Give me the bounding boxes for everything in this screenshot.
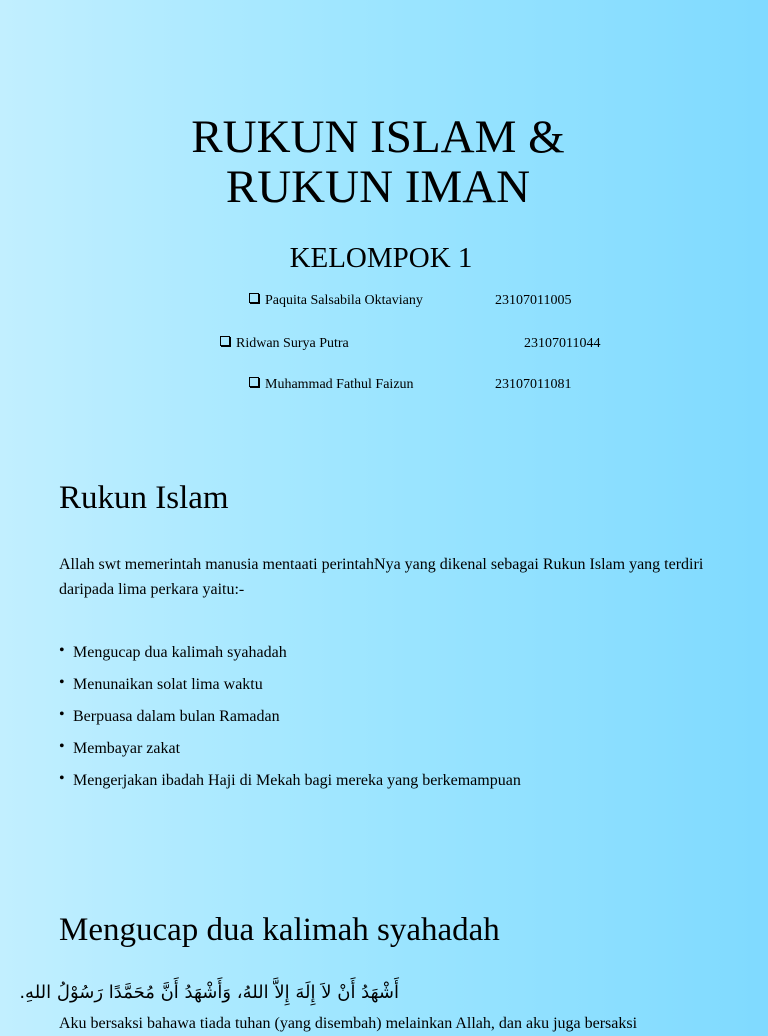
syahadah-arabic-text: أَشْهَدُ أَنْ لاَ إِلَهَ إِلاَّ اللهُ، وَأَشْهَدُ أَنَّ مُحَمَّدًا رَسُوْلُ اللهِ. (19, 982, 399, 1003)
member-name: Paquita Salsabila Oktaviany (265, 293, 423, 308)
list-item-text: Berpuasa dalam bulan Ramadan (73, 708, 280, 725)
bullet-icon: • (59, 642, 65, 659)
slide-subtitle: KELOMPOK 1 (289, 242, 473, 274)
section-heading-rukun-islam: Rukun Islam (59, 480, 229, 516)
slide-title (0, 112, 756, 212)
checkbox-square-icon (220, 336, 230, 346)
member-id: 23107011044 (524, 336, 601, 351)
member-item (249, 292, 572, 310)
title-line-2: RUKUN IMAN (225, 161, 531, 213)
member-item (220, 335, 601, 353)
member-name: Ridwan Surya Putra (236, 336, 349, 351)
list-item-text: Menunaikan solat lima waktu (73, 676, 263, 693)
member-id: 23107011081 (495, 377, 572, 392)
bullet-icon: • (59, 674, 65, 691)
intro-paragraph: Allah swt memerintah manusia mentaati perintahNya yang dikenal sebagai Rukun Islam yang terdiri daripada lima perkara yaitu:- (59, 556, 704, 598)
list-item-text: Mengucap dua kalimah syahadah (73, 644, 287, 661)
list-item-text: Mengerjakan ibadah Haji di Mekah bagi mereka yang berkemampuan (73, 772, 521, 789)
member-id: 23107011005 (495, 293, 572, 308)
list-item-text: Membayar zakat (73, 740, 181, 757)
member-name: Muhammad Fathul Faizun (265, 377, 414, 392)
bullet-icon: • (59, 706, 65, 723)
list-item (59, 673, 521, 705)
member-item (249, 376, 572, 394)
list-item (59, 705, 521, 737)
list-item (59, 737, 521, 769)
title-line-1: RUKUN ISLAM & (191, 111, 565, 163)
section-heading-syahadah: Mengucap dua kalimah syahadah (59, 912, 500, 948)
rukun-islam-list (59, 641, 521, 801)
bullet-icon: • (59, 738, 65, 755)
list-item (59, 769, 521, 801)
checkbox-square-icon (249, 293, 259, 303)
checkbox-square-icon (249, 377, 259, 387)
syahadah-translation-partial: Aku bersaksi bahawa tiada tuhan (yang disembah) melainkan Allah, dan aku juga bersaksi (59, 1015, 638, 1032)
list-item (59, 641, 521, 673)
bullet-icon: • (59, 770, 65, 787)
